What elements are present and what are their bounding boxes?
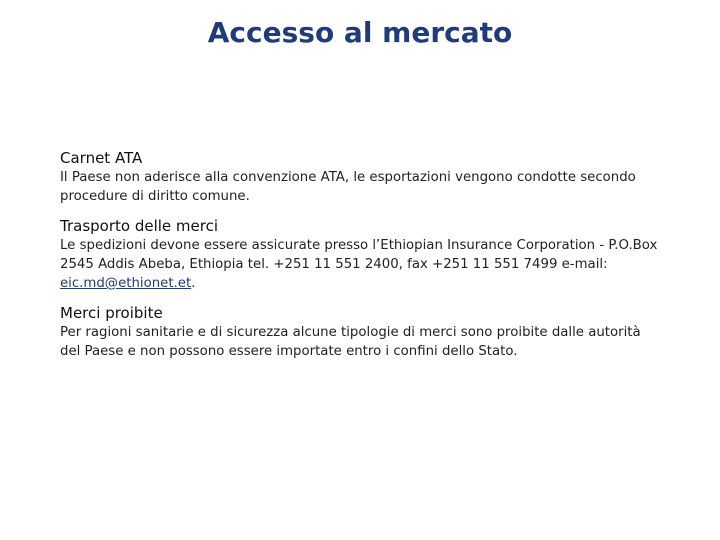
section-body-end: . [191, 276, 196, 291]
section-body: Il Paese non aderisce alla convenzione ATA, le esportazioni vengono condotte secondo procedure di diritto comune. [60, 170, 636, 204]
content-body [60, 148, 660, 371]
section-merci-proibite [60, 303, 660, 361]
section-heading: Carnet ATA [60, 149, 143, 167]
email-link[interactable]: eic.md@ethionet.et [60, 276, 192, 291]
section-body [60, 236, 660, 293]
section-body: Per ragioni sanitarie e di sicurezza alcune tipologie di merci sono proibite dalle autorità del Paese e non possono essere importate entro i confini dello Stato. [60, 325, 641, 359]
section-heading: Trasporto delle merci [60, 217, 218, 235]
page-title: Accesso al mercato [207, 16, 513, 49]
section-trasporto-merci [60, 216, 660, 293]
section-heading: Merci proibite [60, 304, 163, 322]
section-carnet-ata [60, 148, 660, 206]
section-body-text: Le spedizioni devone essere assicurate presso l’Ethiopian Insurance Corporation - P.O.Box 2545 Addis Abeba, Ethiopia tel. +251 11 551 2400, fax +251 11 551 7499 e-mail: [60, 238, 658, 272]
